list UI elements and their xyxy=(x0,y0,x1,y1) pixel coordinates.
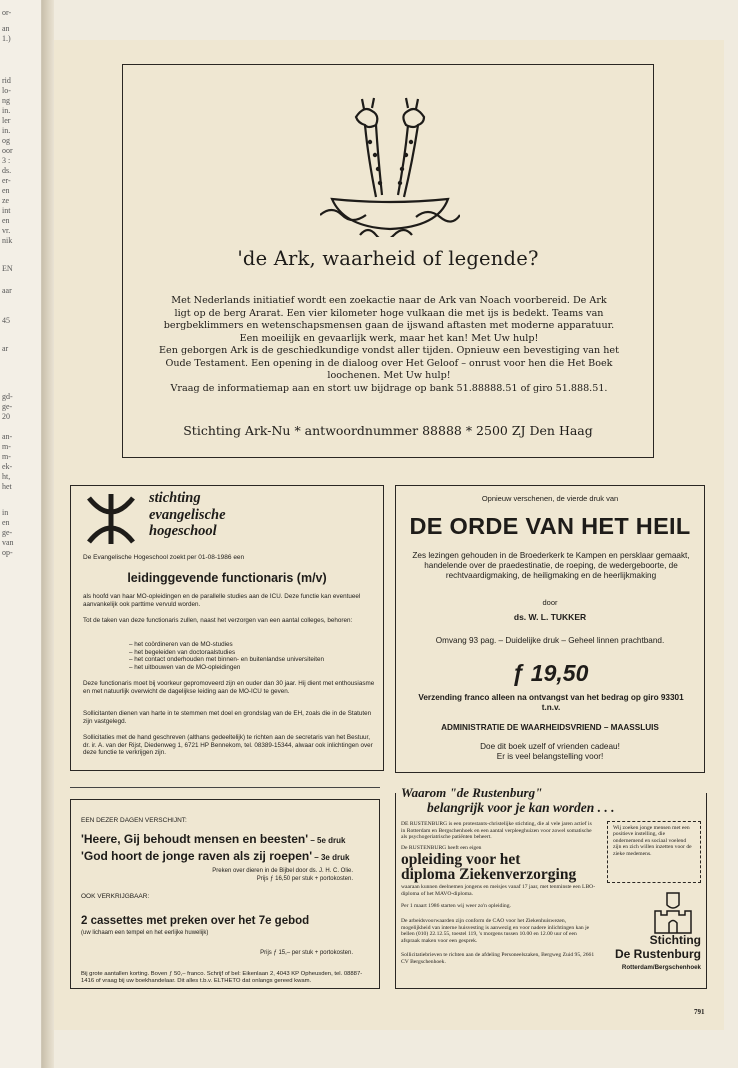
ark-line: Een geborgen Ark is de geschiedkundige vondst aller tijden. Opnieuw een bevestiging van het xyxy=(159,345,619,356)
rustenburg-advertisement xyxy=(395,785,707,989)
hogeschool-brand: stichting evangelische hogeschool xyxy=(149,490,226,539)
cassettes-preek-info: Preken over dieren in de Bijbel door ds. J. H. C. Olie. Prijs ƒ 16,50 per stuk + portokosten. xyxy=(212,868,353,882)
cassettes-kicker: EEN DEZER DAGEN VERSCHIJNT: xyxy=(81,817,187,824)
ark-line: Met Nederlands initiatief wordt een zoekactie naar de Ark van Noach voorbereid. De Ark xyxy=(171,295,607,306)
cassettes-titles: 'Heere, Gij behoudt mensen en beesten' – 5e druk 'God hoort de jonge raven als zij roepen' – 3e druk xyxy=(81,832,350,863)
prev-page-fragment: vr. xyxy=(2,226,11,235)
prev-page-fragment: 20 xyxy=(2,412,10,421)
prev-page-fragment: ng xyxy=(2,96,10,105)
ark-signature: Stichting Ark-Nu * antwoordnummer 88888 * 2500 ZJ Den Haag xyxy=(183,423,593,438)
binding-gutter xyxy=(42,0,54,1068)
prev-page-fragment: an- xyxy=(2,432,13,441)
prev-page-fragment: van xyxy=(2,538,14,547)
ark-line: ligt op de berg Ararat. Een vier kilometer hoge vulkaan die met ijs is bedekt. Teams van xyxy=(174,307,604,319)
prev-page-fragment: op- xyxy=(2,548,13,557)
prev-page-fragment: og xyxy=(2,136,10,145)
prev-page-fragment: ge- xyxy=(2,528,13,537)
prev-page-fragment: ge- xyxy=(2,402,13,411)
page-number: 791 xyxy=(694,1008,705,1016)
prev-page-fragment: 1.) xyxy=(2,34,11,43)
prev-page-fragment: en xyxy=(2,216,10,225)
rustenburg-boxed-text: Wij zoeken jonge mensen met een positieve instelling, die ondernemend en sociaal voelend zijn en zich willen inzetten voor de zieke medemens. xyxy=(607,821,701,883)
prev-page-fragment: 45 xyxy=(2,316,10,325)
hogeschool-paragraph: als hoofd van haar MO-opleidingen en de parallelle studies aan de ICU. Deze functie kan eventueel aanvankelijk ook parttime vervuld worden. xyxy=(83,593,361,608)
prev-page-fragment: 3 : xyxy=(2,156,11,165)
hogeschool-paragraph: Tot de taken van deze functionaris zullen, naast het verzorgen van een aantal colleges, behoren: xyxy=(83,617,353,624)
ark-line: Een moeilijk en gevaarlijk werk, maar het kan! Met Uw hulp! xyxy=(239,332,539,344)
rustenburg-brand: Stichting De Rustenburg Rotterdam/Bergschenhoek xyxy=(614,933,701,971)
giraffes-ark-icon xyxy=(320,87,460,237)
rustenburg-opleiding: opleiding voor het diploma Ziekenverzorging xyxy=(401,851,577,883)
prev-page-fragment: or- xyxy=(2,8,12,17)
magazine-page xyxy=(54,40,724,1030)
prev-page-fragment: ar xyxy=(2,344,9,353)
prev-page-fragment: ds. xyxy=(2,166,12,175)
list-item: – het coördineren van de MO-studies xyxy=(129,641,324,649)
prev-page-fragment: het xyxy=(2,482,12,491)
orde-gift: Doe dit boek uzelf of vrienden cadeau! Er is veel belangstelling voor! xyxy=(480,742,620,761)
rustenburg-heeft: De RUSTENBURG heeft een eigen xyxy=(401,845,482,851)
rustenburg-start: Per 1 maart 1986 starten wij weer zo'n opleiding. xyxy=(401,903,511,909)
ark-body xyxy=(135,295,643,395)
prev-page-fragment: ek- xyxy=(2,462,13,471)
orde-title: DE ORDE VAN HET HEIL xyxy=(409,513,691,539)
rustenburg-title-2: belangrijk voor je kan worden . . . xyxy=(427,800,615,815)
cassettes-subtitle: (uw lichaam een tempel en het eerlijke huwelijk) xyxy=(81,930,209,936)
rustenburg-intro: DE RUSTENBURG is een protestants-christelijke stichting, die al vele jaren actief is in Rotterdam en Bergschenhoek en een aantal verpleeghuizen voor zowel somatische als psychogeriatrische patiënten beheert. xyxy=(401,821,592,841)
prev-page-fragment: nik xyxy=(2,236,13,245)
cassettes-advertisement xyxy=(70,787,384,989)
ark-advertisement xyxy=(122,64,654,458)
cassettes-footer: Bij grote aantallen korting. Boven ƒ 50,– franco. Schrijf of bel: Eikenlaan 2, 4043 KP Opheusden, tel. 08887-1416 of vraag bij uw boekhandelaar. Dit alles t.b.v. ELTHETO dat onlangs gereed kwam. xyxy=(81,971,363,984)
prev-page-fragment: ler xyxy=(2,116,11,125)
orde-advertisement xyxy=(395,485,705,773)
cassettes-price: Prijs ƒ 15,– per stuk + portokosten. xyxy=(260,950,353,956)
orde-author: ds. W. L. TUKKER xyxy=(513,612,587,622)
ark-line: Vraag de informatiemap aan en stort uw bijdrage op bank 51.88888.51 of giro 51.888.51. xyxy=(170,382,608,394)
prev-page-fragment: in xyxy=(2,508,9,517)
prev-page-fragment: er- xyxy=(2,176,11,185)
orde-verzending: Verzending franco alleen na ontvangst van het bedrag op giro 93301 t.n.v. xyxy=(418,693,684,712)
castle-crest-icon xyxy=(651,889,695,935)
prev-page-fragment: ze xyxy=(2,196,10,205)
prev-page-fragment: en xyxy=(2,186,10,195)
hogeschool-advertisement xyxy=(70,485,384,771)
cassettes-frame xyxy=(70,799,380,989)
previous-page-edge xyxy=(0,0,42,1068)
hogeschool-paragraph: Deze functionaris moet bij voorkeur gepromoveerd zijn en ouder dan 30 jaar. Hij dient met enthousiasme en met natuurlijk overwicht de dagelijkse leiding aan de MO-ICU te geven. xyxy=(83,680,375,695)
cassettes-kicker-2: OOK VERKRIJGBAAR: xyxy=(81,893,150,900)
orde-price: ƒ 19,50 xyxy=(511,660,589,686)
cassettes-title-3: 2 cassettes met preken over het 7e gebod xyxy=(81,915,310,927)
divider xyxy=(70,787,380,788)
hogeschool-paragraph: Sollicitanten dienen van harte in te stemmen met doel en grondslag van de EH, zoals die in de Statuten zijn vastgelegd. xyxy=(83,710,372,725)
list-item: – het contact onderhouden met binnen- en buitenlandse universiteiten xyxy=(129,656,324,664)
hogeschool-intro: De Evangelische Hogeschool zoekt per 01-08-1986 een xyxy=(83,554,245,561)
prev-page-fragment: lo- xyxy=(2,86,11,95)
prev-page-fragment: int xyxy=(2,206,11,215)
orde-kicker: Opnieuw verschenen, de vierde druk van xyxy=(481,494,619,503)
prev-page-fragment: en xyxy=(2,518,10,527)
prev-page-fragment: m- xyxy=(2,452,11,461)
list-item: – het uitbouwen van de MO-opleidingen xyxy=(129,664,324,672)
orde-omvang: Omvang 93 pag. – Duidelijke druk – Geheel linnen prachtband. xyxy=(435,636,665,645)
ark-line: Oude Testament. Een opening in de dialoog over Het Geloof – onrust voor hen die Het Boek xyxy=(165,357,613,369)
prev-page-fragment: m- xyxy=(2,442,11,451)
prev-page-fragment: gd- xyxy=(2,392,13,401)
hogeschool-heading: leidinggevende functionaris (m/v) xyxy=(127,571,327,585)
hogeschool-paragraph: Sollicitaties met de hand geschreven (althans gedeeltelijk) te richten aan de secretaris van het Bestuur, dr. ir. A. van der Rijst, Diedenweg 1, 6721 HP Bennekom, tel. 08389-15344, alwaar ook inlichtingen over deze functie te verkrijgen zijn. xyxy=(83,734,373,757)
rustenburg-waaraan: waaraan kunnen deelnemen jongens en meisjes vanaf 17 jaar, met tenminste een LBO-diploma of het MAVO-diploma. xyxy=(401,884,596,897)
prev-page-fragment: rid xyxy=(2,76,11,85)
ark-heading: 'de Ark, waarheid of legende? xyxy=(237,247,539,270)
prev-page-fragment: in. xyxy=(2,106,11,115)
ark-line: loochenen. Met Uw hulp! xyxy=(327,370,451,381)
prev-page-fragment: in. xyxy=(2,126,11,135)
ark-line: bergbeklimmers en wetenschapsmensen gaan de ijswand aftasten met moderne apparatuur. xyxy=(163,320,615,331)
rustenburg-cao: De arbeidsvoorwaarden zijn conform de CAO voor het Ziekenhuiswezen, mogelijkheid van interne huisvesting is aanwezig en voor nadere inlichtingen kan je bellen (010) 22.12.55, toestel 119, 's morgens tussen 10.00 en 12.00 uur of een afspraak maken voor een gesprek. xyxy=(401,918,590,944)
orde-administratie: ADMINISTRATIE DE WAARHEIDSVRIEND – MAASSLUIS xyxy=(441,723,659,732)
orde-door: door xyxy=(542,598,558,607)
prev-page-fragment: ht, xyxy=(2,472,11,481)
rustenburg-title-1: Waarom "de Rustenburg" xyxy=(401,785,543,800)
rustenburg-sollicitatie: Sollicitatiebrieven te richten aan de afdeling Personeelszaken, Bergweg Zuid 95, 2661 CV Bergschenhoek. xyxy=(401,952,595,965)
hogeschool-task-list xyxy=(129,641,324,671)
hogeschool-logo-icon xyxy=(83,492,139,546)
list-item: – het begeleiden van doctoraalstudies xyxy=(129,649,324,657)
prev-page-fragment: oor xyxy=(2,146,13,155)
prev-page-fragment: aar xyxy=(2,286,12,295)
prev-page-fragment: an xyxy=(2,24,10,33)
orde-description: Zes lezingen gehouden in de Broederkerk te Kampen en persklaar gemaakt, handelende over de praedestinatie, de roeping, de wedergeboorte, de rechtvaardigmaking, de heiligmaking en de heerlijkmaking xyxy=(412,551,690,580)
prev-page-fragment: EN xyxy=(2,264,13,273)
